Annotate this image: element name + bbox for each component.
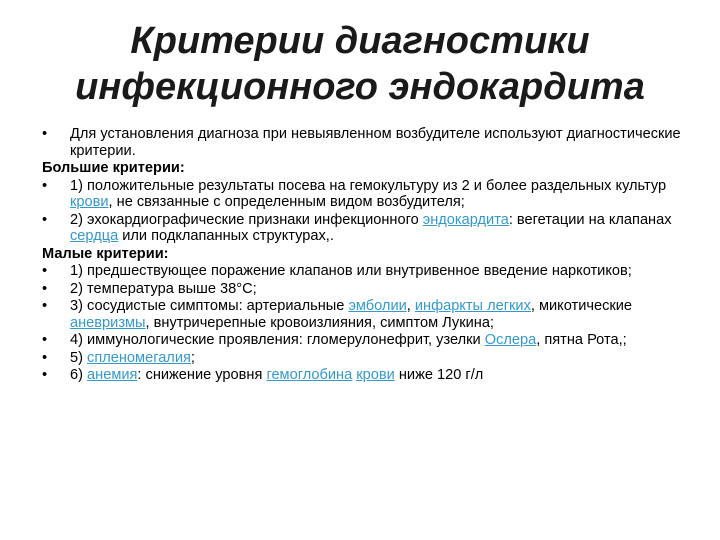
title-line-1: Критерии диагностики	[130, 20, 590, 62]
link-splenomegaliya[interactable]: спленомегалия	[87, 349, 191, 366]
minor-item-5-text-a: 5)	[70, 349, 88, 366]
minor-item-5-text-b: ;	[190, 349, 195, 366]
minor-item-3	[42, 298, 712, 331]
minor-item-6-text-b: : снижение уровня	[137, 367, 267, 383]
minor-item-4-text-b: , пятна Рота,;	[536, 332, 627, 348]
slide-title	[20, 18, 700, 110]
slide-body	[42, 126, 712, 385]
link-anevrizmy[interactable]: аневризмы	[70, 314, 146, 331]
minor-item-3-text-c: , микотические	[530, 298, 633, 314]
intro-bullet	[42, 126, 712, 159]
bullet-icon: •	[42, 126, 48, 142]
link-anemiya[interactable]: анемия	[87, 367, 138, 383]
major-criteria-heading: Большие критерии:	[42, 160, 185, 176]
bullet-icon: •	[42, 367, 48, 383]
bullet-icon: •	[42, 332, 48, 348]
minor-item-3-text-b: ,	[406, 298, 415, 314]
minor-item-4	[42, 332, 712, 349]
minor-item-1-text: 1) предшествующее поражение клапанов или внутривенное введение наркотиков;	[70, 263, 632, 279]
major-item-2-text-b: : вегетации на клапанах	[508, 211, 672, 228]
minor-item-6-text-a: 6)	[70, 367, 88, 383]
minor-item-4-text-a: 4) иммунологические проявления: гломерулонефрит, узелки	[70, 332, 485, 348]
link-embolii[interactable]: эмболии	[348, 298, 407, 314]
link-endokardita[interactable]: эндокардита	[422, 211, 509, 228]
minor-item-2	[42, 281, 712, 298]
link-oslera[interactable]: Ослера	[484, 332, 537, 348]
minor-item-6-text-d: ниже 120 г/л	[394, 367, 484, 383]
link-serdca[interactable]: сердца	[70, 228, 119, 244]
intro-text: Для установления диагноза при невыявленном возбудителе используют диагностические критерии.	[70, 126, 681, 159]
major-item-2-text-a: 2) эхокардиографические признаки инфекционного	[70, 211, 423, 228]
link-gemoglobina[interactable]: гемоглобина	[266, 367, 353, 383]
bullet-icon: •	[42, 280, 48, 297]
link-krovi-2[interactable]: крови	[356, 367, 395, 383]
major-item-1-text-a: 1) положительные результаты посева на гемокультуру из 2 и более раздельных культур	[70, 177, 667, 194]
bullet-icon: •	[42, 298, 48, 314]
minor-item-3-text-d: , внутричерепные кровоизлияния, симптом Лукина;	[145, 314, 494, 331]
minor-criteria-heading: Малые критерии:	[42, 245, 169, 262]
minor-item-2-text: 2) температура выше 38°С;	[70, 280, 257, 297]
minor-item-5	[42, 350, 712, 367]
major-item-1	[42, 178, 712, 211]
title-line-2: инфекционного эндокардита	[75, 66, 645, 108]
link-infarkty-legkih[interactable]: инфаркты легких	[414, 298, 531, 314]
major-item-2-text-c: или подклапанных структурах,.	[118, 228, 334, 244]
bullet-icon: •	[42, 211, 48, 228]
minor-item-1	[42, 263, 712, 280]
major-item-2	[42, 212, 712, 245]
major-item-1-text-b: , не связанные с определенным видом возбудителя;	[108, 194, 465, 210]
link-krovi[interactable]: крови	[70, 194, 109, 210]
bullet-icon: •	[42, 177, 48, 194]
minor-item-6	[42, 367, 712, 384]
bullet-icon: •	[42, 263, 48, 279]
bullet-icon: •	[42, 349, 48, 366]
minor-item-3-text-a: 3) сосудистые симптомы: артериальные	[70, 298, 349, 314]
